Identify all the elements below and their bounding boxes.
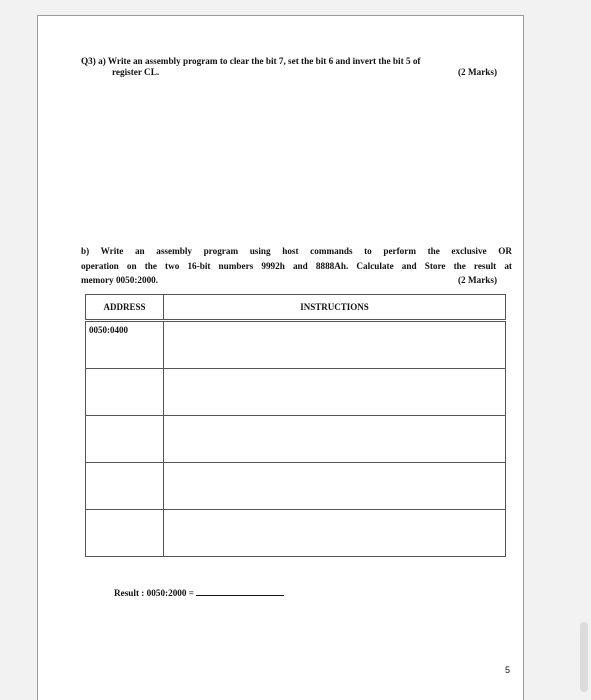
result-label: Result : 0050:2000 = [114,588,195,598]
result-line [114,586,284,598]
question-a-marks: (2 Marks) [458,67,498,77]
question-b-line1: b) Write an assembly program using host commands to perform the exclusive OR [81,246,512,256]
table-header-row [86,295,506,321]
page-number: 5 [505,665,511,675]
question-b-line3: memory 0050:2000. [81,275,159,285]
question-b-line2: operation on the two 16-bit numbers 9992h and 8888Ah. Calculate and Store the result at [81,261,512,271]
instruction-cell[interactable] [164,510,506,557]
scrollbar-thumb[interactable] [580,622,588,692]
table-row [86,416,506,463]
question-a-line1: Q3) a) Write an assembly program to clear the bit 7, set the bit 6 and invert the bit 5 of [81,56,421,66]
table-row [86,510,506,557]
header-address: ADDRESS [86,295,164,321]
instruction-cell[interactable] [164,463,506,510]
table-row [86,369,506,416]
table-row [86,321,506,369]
address-cell[interactable] [86,416,164,463]
address-cell[interactable]: 0050:0400 [86,321,164,369]
instruction-cell[interactable] [164,416,506,463]
instruction-cell[interactable] [164,321,506,369]
instruction-table [85,294,506,557]
address-cell[interactable] [86,510,164,557]
header-instructions: INSTRUCTIONS [164,295,506,321]
result-blank[interactable] [196,586,284,596]
document-page [37,15,524,700]
table-row [86,463,506,510]
question-b-marks: (2 Marks) [458,275,498,285]
instruction-cell[interactable] [164,369,506,416]
question-a-line2: register CL. [112,67,160,77]
address-cell[interactable] [86,369,164,416]
address-cell[interactable] [86,463,164,510]
